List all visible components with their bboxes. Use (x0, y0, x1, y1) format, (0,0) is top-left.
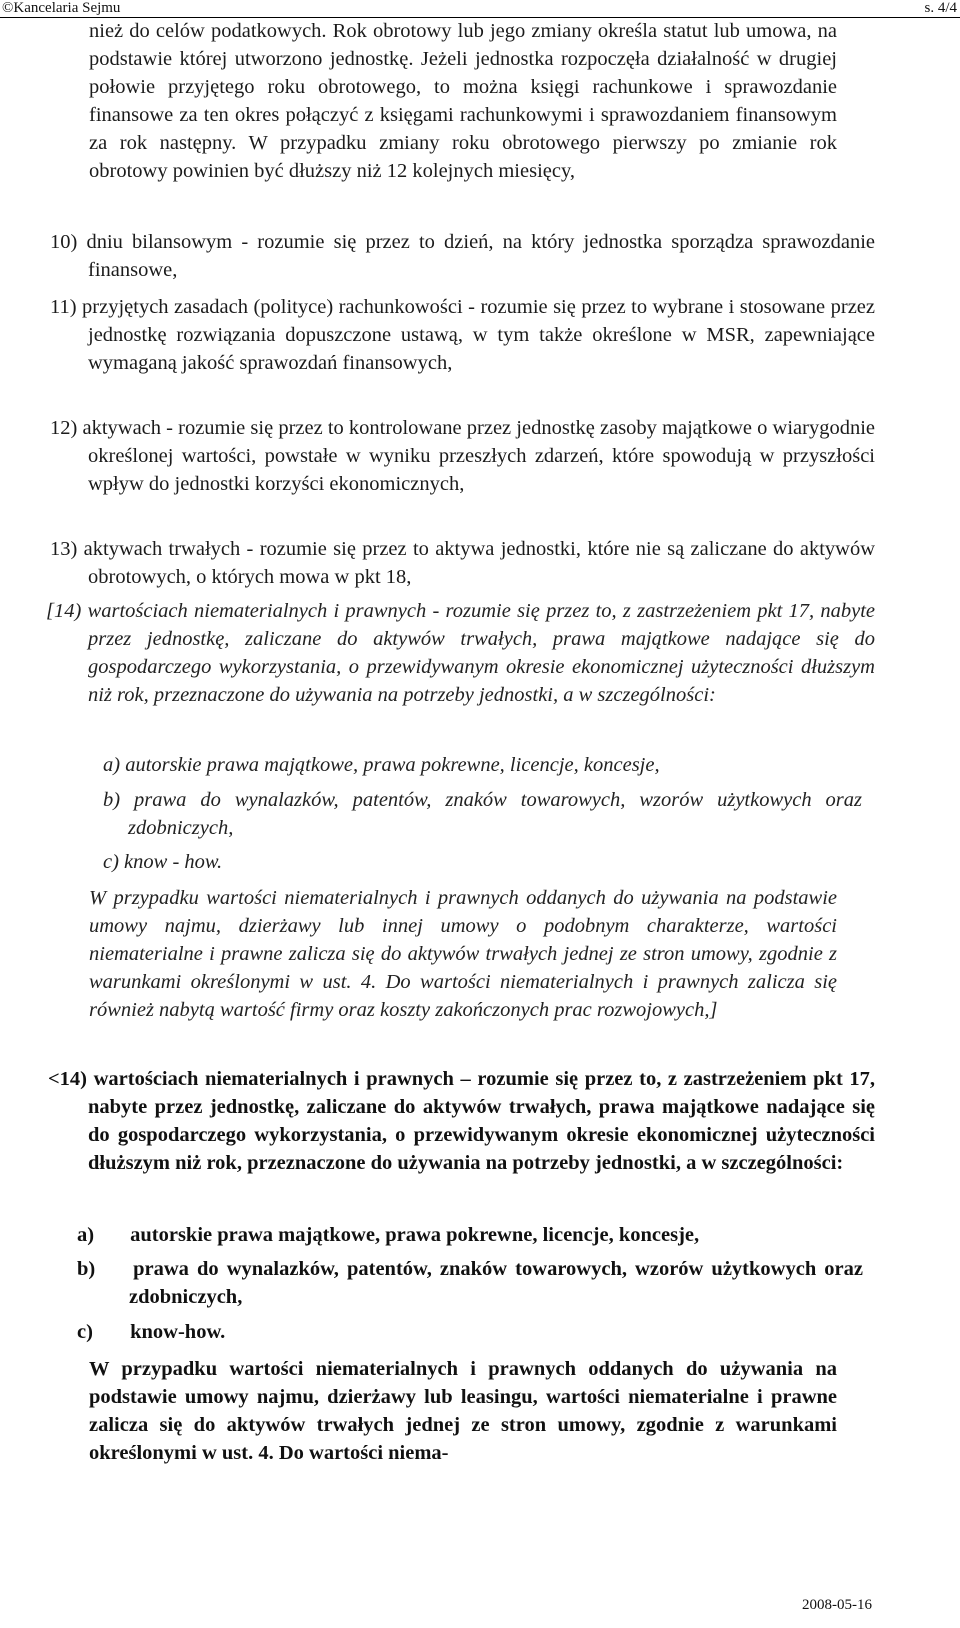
item-text: aktywach - rozumie się przez to kontrolowane przez jednostkę zasoby majątkowe o wiarygodnie określonej wartości, powstałe w wyniku przeszłych zdarzeń, które spowodują w przyszłości wpływ do jednostki korzyści ekonomicznych, (82, 417, 876, 495)
item-text: wartościach niematerialnych i prawnych – rozumie się przez to, z zastrzeżeniem pkt 17, nabyte przez jednostkę, zaliczane do aktywów trwałych, prawa majątkowe nadające się do gospodarczego wykorzystania, o przewidywanym okresie ekonomicznej użyteczności dłuższym niż rok, przeznaczone do używania na potrzeby jednostki, a w szczególności: (88, 1068, 876, 1174)
item-number: 12) (50, 417, 78, 439)
item-14-new-sub-c (77, 1318, 863, 1346)
sub-label: c) (77, 1321, 93, 1343)
item-12 (50, 414, 875, 498)
item-14-new (50, 1065, 875, 1177)
header-page-number: s. 4/4 (924, 0, 957, 16)
footer-date: 2008-05-16 (802, 1597, 872, 1613)
item-text: przyjętych zasadach (polityce) rachunkowości - rozumie się przez to wybrane i stosowane przez jednostkę rozwiązania dopuszczone ustawą, w tym także określone w MSR, zapewniające wymaganą jakość sprawozdań finansowych, (82, 296, 875, 374)
item-number: <14) (48, 1068, 88, 1090)
item-11 (50, 293, 875, 377)
sub-label: a) (77, 1224, 95, 1246)
item-number: [14) (46, 600, 82, 622)
item-13 (50, 535, 875, 591)
item-text: aktywach trwałych - rozumie się przez to aktywa jednostki, które nie są zaliczane do aktywów obrotowych, o których mowa w pkt 18, (83, 538, 876, 588)
item-14-old (46, 597, 876, 709)
item-number: 11) (50, 296, 77, 318)
item-14-old-sub-a: a) autorskie prawa majątkowe, prawa pokrewne, licencje, koncesje, (103, 754, 660, 776)
item-number: 10) (50, 231, 78, 253)
sub-text: know-how. (130, 1321, 226, 1343)
item-text: dniu bilansowym - rozumie się przez to dzień, na który jednostka sporządza sprawozdanie finansowe, (86, 231, 875, 281)
item-number: 13) (50, 538, 78, 560)
item-14-new-paragraph: W przypadku wartości niematerialnych i prawnych oddanych do używania na podstawie umowy najmu, dzierżawy lub leasingu, wartości niematerialne i prawne zalicza się do aktywów trwałych jednej ze stron umowy, zgodnie z warunkami określonymi w ust. 4. Do wartości niema- (89, 1358, 837, 1464)
item-14-new-sub-a (77, 1221, 863, 1249)
item-14-old-sub-c: c) know - how. (103, 851, 223, 873)
item-text: wartościach niematerialnych i prawnych - rozumie się przez to, z zastrzeżeniem pkt 17, nabyte przez jednostkę, zaliczane do aktywów trwałych, prawa majątkowe nadające się do gospodarczego wykorzystania, o przewidywanym okresie ekonomicznej użyteczności dłuższym niż rok, przeznaczone do używania na potrzeby jednostki, a w szczególności: (87, 600, 876, 706)
intro-paragraph: nież do celów podatkowych. Rok obrotowy lub jego zmiany określa statut lub umowa, na podstawie której utworzono jednostkę. Jeżeli jednostka rozpoczęła działalność w drugiej połowie przyjętego roku obrotowego, to można księgi rachunkowe i sprawozdanie finansowe za ten okres połączyć z księgami rachunkowymi i sprawozdaniem finansowym za rok następny. W przypadku zmiany roku obrotowego pierwszy po zmianie rok obrotowy powinien być dłuższy niż 12 kolejnych miesięcy, (89, 20, 837, 182)
item-14-old-paragraph: W przypadku wartości niematerialnych i prawnych oddanych do używania na podstawie umowy najmu, dzierżawy lub innej umowy o podobnym charakterze, wartości niematerialne i prawne zalicza się do aktywów trwałych jednej ze stron umowy, zgodnie z warunkami określonymi w ust. 4. Do wartości niematerialnych i prawnych zalicza się również nabytą wartość firmy oraz koszty zakończonych prac rozwojowych,] (89, 887, 837, 1021)
sub-label: b) (77, 1258, 96, 1280)
sub-text: autorskie prawa majątkowe, prawa pokrewne, licencje, koncesje, (130, 1224, 700, 1246)
item-14-old-sub-b: b) prawa do wynalazków, patentów, znaków towarowych, wzorów użytkowych oraz zdobniczych, (103, 789, 862, 839)
item-14-new-sub-b (77, 1255, 863, 1311)
sub-text: prawa do wynalazków, patentów, znaków towarowych, wzorów użytkowych oraz zdobniczych, (129, 1258, 863, 1308)
item-10 (50, 228, 875, 284)
header-source: ©Kancelaria Sejmu (2, 0, 121, 16)
